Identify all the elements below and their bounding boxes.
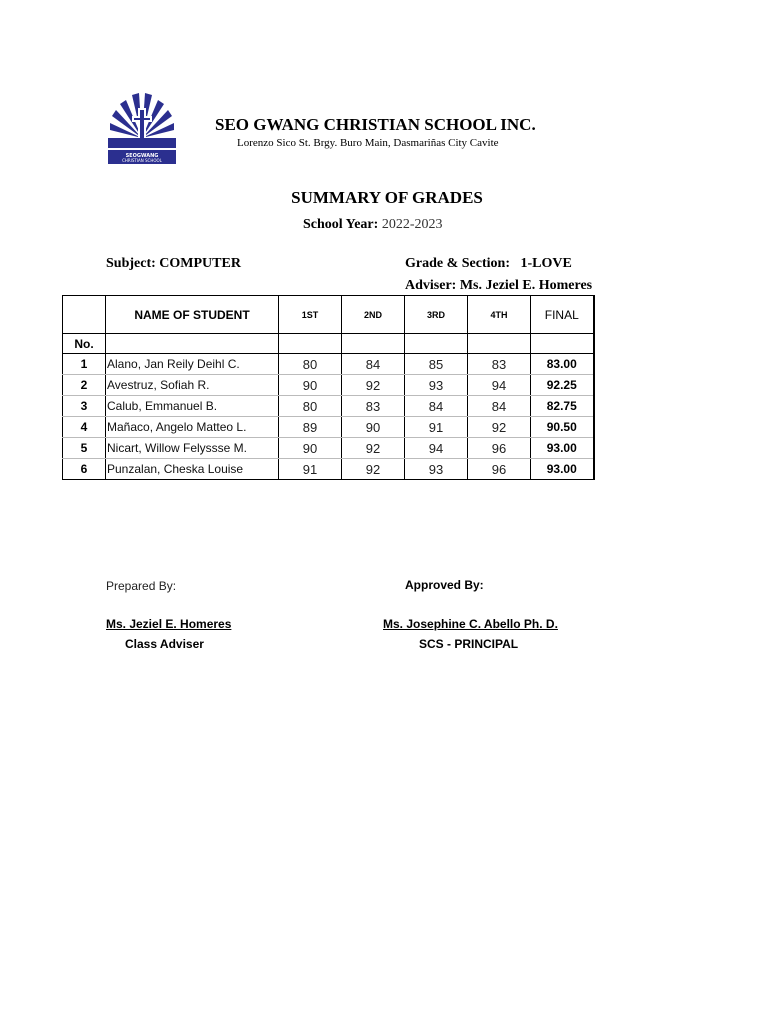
table-header-row [63, 296, 594, 334]
grade-1st: 80 [279, 396, 342, 417]
school-year-value: 2022-2023 [381, 217, 443, 232]
row-no: 4 [63, 417, 106, 438]
grade-4th: 92 [468, 417, 531, 438]
school-logo [106, 90, 178, 166]
empty-cell [405, 334, 468, 354]
row-no: 1 [63, 354, 106, 375]
row-no: 6 [63, 459, 106, 480]
grade-2nd: 92 [342, 459, 405, 480]
header-4th: 4TH [468, 296, 531, 334]
header-1st: 1ST [279, 296, 342, 334]
grade-final: 93.00 [531, 459, 594, 480]
grade-final: 83.00 [531, 354, 594, 375]
prepared-by-label: Prepared By: [106, 579, 177, 593]
header-empty-cell [63, 296, 106, 334]
student-name: Calub, Emmanuel B. [106, 396, 279, 417]
school-address: Lorenzo Sico St. Brgy. Buro Main, Dasmariñas City Cavite [237, 137, 499, 149]
grade-3rd: 94 [405, 438, 468, 459]
student-name: Avestruz, Sofiah R. [106, 375, 279, 396]
row-no: 5 [63, 438, 106, 459]
grade-1st: 90 [279, 375, 342, 396]
adviser-line: Adviser: Ms. Jeziel E. Homeres [405, 278, 593, 293]
approved-by-label: Approved By: [405, 578, 484, 592]
student-name: Mañaco, Angelo Matteo L. [106, 417, 279, 438]
table-subheader-row [63, 334, 594, 354]
school-year-label: School Year: [303, 217, 379, 232]
grade-4th: 83 [468, 354, 531, 375]
subject-line: Subject: COMPUTER [106, 256, 241, 271]
grade-2nd: 90 [342, 417, 405, 438]
table-row [63, 417, 594, 438]
student-name: Alano, Jan Reily Deihl C. [106, 354, 279, 375]
school-year [303, 217, 442, 233]
grade-3rd: 93 [405, 459, 468, 480]
grade-section-label: Grade & Section: [405, 256, 510, 271]
grade-section-value: 1-LOVE [520, 256, 572, 271]
table-row [63, 375, 594, 396]
grade-2nd: 84 [342, 354, 405, 375]
preparer-name: Ms. Jeziel E. Homeres [106, 617, 232, 631]
table-row [63, 459, 594, 480]
grade-3rd: 85 [405, 354, 468, 375]
grade-4th: 94 [468, 375, 531, 396]
empty-cell [342, 334, 405, 354]
empty-cell [106, 334, 279, 354]
header-final: FINAL [531, 296, 594, 334]
svg-text:SEOGWANG: SEOGWANG [125, 153, 159, 159]
grade-2nd: 92 [342, 438, 405, 459]
grade-2nd: 83 [342, 396, 405, 417]
preparer-role: Class Adviser [125, 637, 204, 651]
grades-table [62, 295, 595, 480]
header-name: NAME OF STUDENT [106, 296, 279, 334]
grade-1st: 89 [279, 417, 342, 438]
student-name: Punzalan, Cheska Louise [106, 459, 279, 480]
table-row [63, 396, 594, 417]
grade-4th: 96 [468, 459, 531, 480]
grade-1st: 91 [279, 459, 342, 480]
grade-4th: 84 [468, 396, 531, 417]
header-3rd: 3RD [405, 296, 468, 334]
approver-name: Ms. Josephine C. Abello Ph. D. [383, 617, 558, 631]
grade-final: 90.50 [531, 417, 594, 438]
grade-final: 82.75 [531, 396, 594, 417]
document-title: SUMMARY OF GRADES [291, 188, 483, 207]
row-no: 3 [63, 396, 106, 417]
school-name: SEO GWANG CHRISTIAN SCHOOL INC. [215, 115, 536, 134]
svg-text:CHRISTIAN SCHOOL: CHRISTIAN SCHOOL [122, 158, 162, 163]
grade-3rd: 91 [405, 417, 468, 438]
table-row [63, 354, 594, 375]
table-row [63, 438, 594, 459]
grade-4th: 96 [468, 438, 531, 459]
approver-role: SCS - PRINCIPAL [419, 637, 519, 651]
grade-final: 93.00 [531, 438, 594, 459]
grade-final: 92.25 [531, 375, 594, 396]
row-no: 2 [63, 375, 106, 396]
grade-1st: 90 [279, 438, 342, 459]
header-2nd: 2ND [342, 296, 405, 334]
grade-section [405, 256, 572, 272]
grade-3rd: 93 [405, 375, 468, 396]
student-name: Nicart, Willow Felyssse M. [106, 438, 279, 459]
empty-cell [279, 334, 342, 354]
empty-cell [468, 334, 531, 354]
empty-cell [531, 334, 594, 354]
grade-2nd: 92 [342, 375, 405, 396]
grade-1st: 80 [279, 354, 342, 375]
header-no: No. [63, 334, 106, 354]
grade-3rd: 84 [405, 396, 468, 417]
